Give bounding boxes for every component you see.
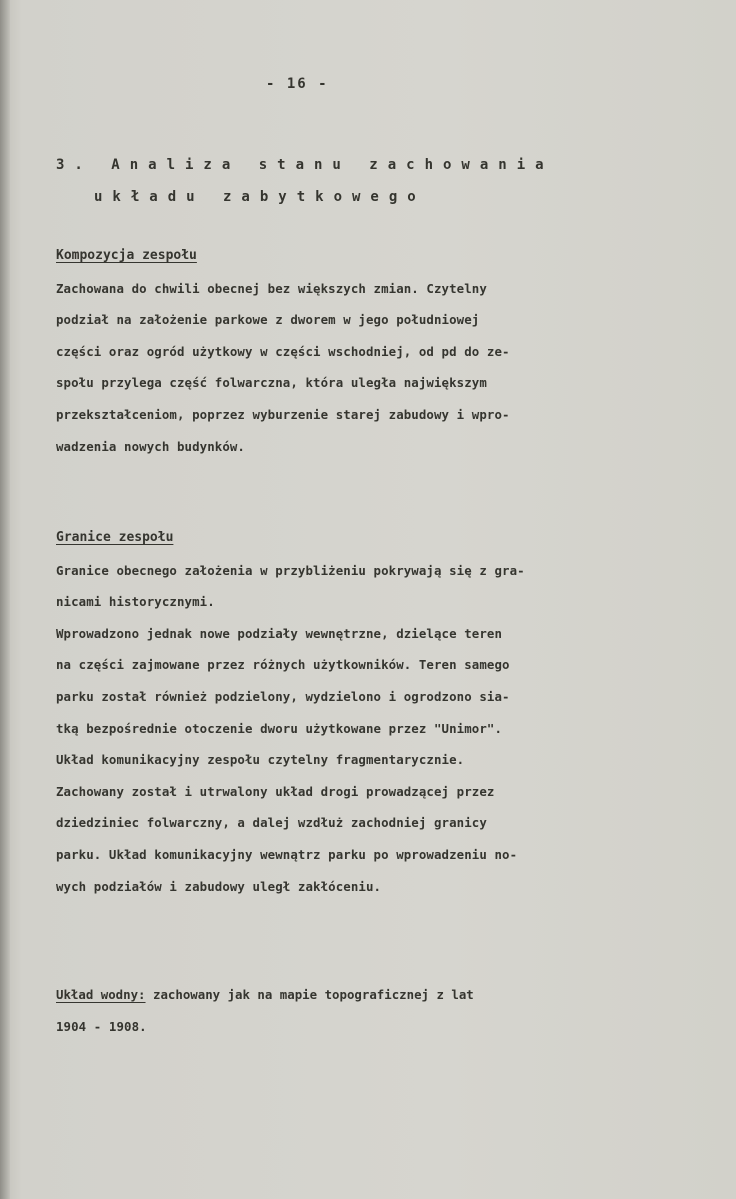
subheading-water-system: Układ wodny: <box>56 987 146 1002</box>
section-water-system <box>56 979 706 1042</box>
paragraph-line: przekształceniom, poprzez wyburzenie starej zabudowy i wpro- <box>56 406 510 422</box>
subheading-composition: Kompozycja zespołu <box>56 248 197 263</box>
section-composition <box>56 241 706 462</box>
paragraph-line: Wprowadzono jednak nowe podziały wewnętrzne, dzielące teren <box>56 625 503 641</box>
paragraph-line: parku został również podzielony, wydzielono i ogrodzono sia- <box>56 688 510 704</box>
paragraph-line: Zachowany został i utrwalony układ drogi prowadzącej przez <box>56 783 495 799</box>
paragraph-line: podział na założenie parkowe z dworem w jego południowej <box>56 312 480 328</box>
paragraph-line: wadzenia nowych budynków. <box>56 438 245 454</box>
paragraph-line: na części zajmowane przez różnych użytkowników. Teren samego <box>56 657 510 673</box>
paragraph-line: części oraz ogród użytkowy w części wschodniej, od pd do ze- <box>56 343 510 359</box>
paragraph-line: wych podziałów i zabudowy uległ zakłóceniu. <box>56 878 382 894</box>
paragraph-text: zachowany jak na mapie topograficznej z lat <box>145 987 474 1002</box>
paragraph-line: dziedziniec folwarczny, a dalej wzdłuż zachodniej granicy <box>56 815 487 831</box>
paragraph-line: 1904 - 1908. <box>56 1018 147 1034</box>
paragraph-line: społu przylega część folwarczna, która uległa największym <box>56 375 487 391</box>
section-heading-continued: układu zabytkowego <box>94 189 426 205</box>
page-number: - 16 - <box>266 76 329 92</box>
paragraph-line: Układ komunikacyjny zespołu czytelny fragmentarycznie. <box>56 752 465 768</box>
subheading-boundaries: Granice zespołu <box>56 530 174 545</box>
water-system-first-line <box>56 979 706 1011</box>
paragraph-line: Granice obecnego założenia w przybliżeniu pokrywają się z gra- <box>56 562 525 578</box>
paragraph-line: parku. Układ komunikacyjny wewnątrz parku po wprowadzeniu no- <box>56 846 518 862</box>
paragraph-line: nicami historycznymi. <box>56 594 215 610</box>
binding-shadow <box>0 0 10 1199</box>
section-boundaries <box>56 523 706 902</box>
section-heading: 3. Analiza stanu zachowania <box>56 157 554 173</box>
paragraph-line: Zachowana do chwili obecnej bez większych zmian. Czytelny <box>56 280 487 296</box>
paragraph-line: tką bezpośrednie otoczenie dworu użytkowane przez "Unimor". <box>56 720 503 736</box>
